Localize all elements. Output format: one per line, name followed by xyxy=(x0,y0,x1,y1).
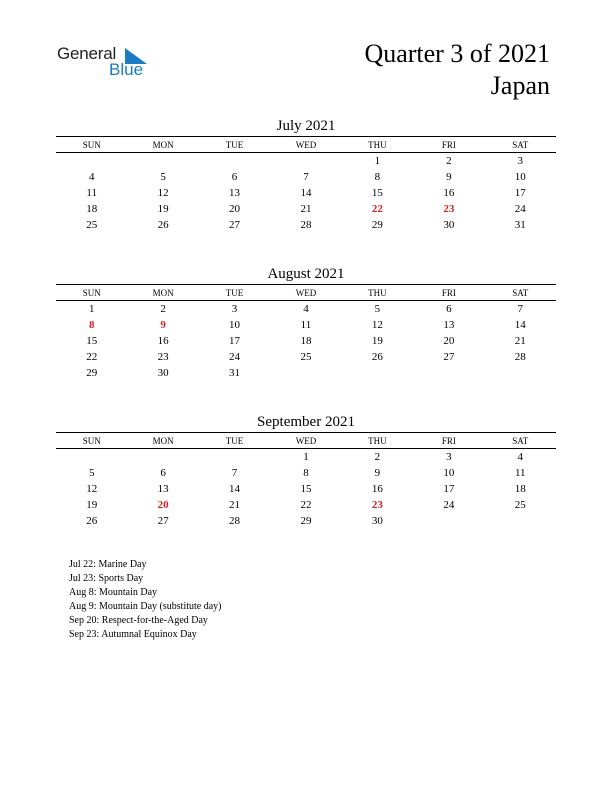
day-cell: 22 xyxy=(300,499,312,511)
holiday-note: Jul 23: Sports Day xyxy=(69,573,144,584)
day-cell: 12 xyxy=(157,187,169,199)
day-cell: 12 xyxy=(86,483,98,495)
holiday-notes xyxy=(69,558,221,642)
day-cell: 31 xyxy=(229,367,241,379)
day-cell: 24 xyxy=(229,351,241,363)
empty-day-cell xyxy=(485,365,556,381)
day-cell: 1 xyxy=(374,155,381,167)
day-cell: 3 xyxy=(446,451,452,463)
day-cell: 15 xyxy=(371,187,383,199)
day-cell: 10 xyxy=(514,171,526,183)
day-cell: 19 xyxy=(86,499,98,511)
weekday-header: SUN xyxy=(56,137,127,153)
empty-day-cell xyxy=(270,365,341,381)
empty-day-cell xyxy=(127,449,198,466)
day-cell: 13 xyxy=(157,483,169,495)
weekday-header: WED xyxy=(270,433,341,449)
day-cell: 8 xyxy=(88,319,95,331)
day-cell: 12 xyxy=(371,319,383,331)
weekday-header: FRI xyxy=(413,285,484,301)
day-cell: 4 xyxy=(88,171,95,183)
month-title: July 2021 xyxy=(276,118,336,134)
weekday-header: TUE xyxy=(199,285,270,301)
day-cell: 29 xyxy=(86,367,98,379)
day-cell: 17 xyxy=(514,187,526,199)
quarter-title: Quarter 3 of 2021 xyxy=(364,39,550,68)
day-cell: 7 xyxy=(231,467,238,479)
weekday-header: MON xyxy=(127,285,198,301)
day-cell: 16 xyxy=(157,335,169,347)
month-july xyxy=(56,116,556,233)
weekday-header: SAT xyxy=(485,285,556,301)
day-cell: 30 xyxy=(443,219,455,231)
day-cell: 3 xyxy=(231,303,238,315)
holiday-note: Jul 22: Marine Day xyxy=(69,559,147,570)
day-cell: 3 xyxy=(517,155,524,167)
week-row xyxy=(56,449,556,466)
empty-day-cell xyxy=(199,449,270,466)
day-cell: 16 xyxy=(443,187,455,199)
day-cell: 13 xyxy=(443,319,455,331)
day-cell: 22 xyxy=(86,351,98,363)
day-cell: 17 xyxy=(229,335,241,347)
logo-general-text: General xyxy=(57,44,117,63)
day-cell: 13 xyxy=(229,187,241,199)
day-cell: 19 xyxy=(157,203,169,215)
day-cell: 27 xyxy=(443,351,455,363)
day-cell: 11 xyxy=(86,187,97,199)
day-cell: 18 xyxy=(300,335,312,347)
weekday-header: MON xyxy=(127,137,198,153)
day-cell: 28 xyxy=(300,219,312,231)
day-cell: 23 xyxy=(157,351,169,363)
day-cell: 25 xyxy=(86,219,98,231)
holiday-note: Aug 9: Mountain Day (substitute day) xyxy=(69,601,222,612)
empty-day-cell xyxy=(270,153,341,170)
day-cell: 20 xyxy=(157,499,169,511)
week-row xyxy=(56,301,556,318)
day-cell: 8 xyxy=(303,467,309,479)
week-row xyxy=(56,185,556,201)
week-row xyxy=(56,481,556,497)
month-grid xyxy=(56,284,556,381)
day-cell: 24 xyxy=(443,499,455,511)
day-cell: 30 xyxy=(371,515,383,527)
day-cell: 27 xyxy=(157,515,169,527)
day-cell: 1 xyxy=(88,303,95,315)
month-title: September 2021 xyxy=(257,414,355,430)
day-cell: 20 xyxy=(229,203,241,215)
day-cell: 2 xyxy=(160,303,166,315)
empty-day-cell xyxy=(342,365,413,381)
day-cell: 11 xyxy=(514,467,526,479)
month-grid xyxy=(56,432,556,529)
day-cell: 29 xyxy=(300,515,312,527)
logo xyxy=(57,44,157,84)
day-cell: 5 xyxy=(374,303,381,315)
day-cell: 30 xyxy=(157,367,169,379)
day-cell: 14 xyxy=(300,187,312,199)
day-cell: 22 xyxy=(371,203,383,215)
country-title: Japan xyxy=(490,71,550,100)
logo-blue-text: Blue xyxy=(109,60,144,79)
day-cell: 5 xyxy=(160,171,166,183)
day-cell: 6 xyxy=(160,467,166,479)
day-cell: 18 xyxy=(514,483,526,495)
day-cell: 1 xyxy=(303,451,309,463)
day-cell: 4 xyxy=(517,451,524,463)
empty-day-cell xyxy=(413,365,484,381)
day-cell: 21 xyxy=(514,335,526,347)
month-grid xyxy=(56,136,556,233)
day-cell: 14 xyxy=(514,319,526,331)
week-row xyxy=(56,217,556,233)
day-cell: 7 xyxy=(517,303,524,315)
day-cell: 9 xyxy=(160,319,166,331)
day-cell: 28 xyxy=(514,351,526,363)
day-cell: 24 xyxy=(514,203,526,215)
day-cell: 26 xyxy=(157,219,169,231)
empty-day-cell xyxy=(56,449,127,466)
weekday-header: SAT xyxy=(485,433,556,449)
month-august xyxy=(56,264,556,381)
week-row xyxy=(56,333,556,349)
day-cell: 21 xyxy=(300,203,312,215)
day-cell: 15 xyxy=(300,483,312,495)
day-cell: 23 xyxy=(371,499,383,511)
month-title: August 2021 xyxy=(267,266,345,282)
weekday-header: SAT xyxy=(485,137,556,153)
day-cell: 17 xyxy=(443,483,455,495)
day-cell: 10 xyxy=(443,467,455,479)
weekday-header: FRI xyxy=(413,137,484,153)
day-cell: 19 xyxy=(371,335,383,347)
weekday-header: WED xyxy=(270,285,341,301)
empty-day-cell xyxy=(485,513,556,529)
day-cell: 26 xyxy=(86,515,98,527)
day-cell: 8 xyxy=(374,171,381,183)
weekday-header: TUE xyxy=(199,137,270,153)
day-cell: 2 xyxy=(446,155,452,167)
week-row xyxy=(56,153,556,170)
day-cell: 21 xyxy=(229,499,241,511)
day-cell: 28 xyxy=(229,515,241,527)
day-cell: 9 xyxy=(374,467,381,479)
day-cell: 25 xyxy=(514,499,526,511)
day-cell: 16 xyxy=(371,483,383,495)
weekday-header: WED xyxy=(270,137,341,153)
day-cell: 18 xyxy=(86,203,98,215)
holiday-note: Sep 20: Respect-for-the-Aged Day xyxy=(69,615,208,626)
weekday-header: SUN xyxy=(56,285,127,301)
day-cell: 20 xyxy=(443,335,455,347)
day-cell: 7 xyxy=(303,171,309,183)
day-cell: 6 xyxy=(446,303,452,315)
weekday-header: SUN xyxy=(56,433,127,449)
week-row xyxy=(56,169,556,185)
day-cell: 10 xyxy=(229,319,241,331)
weekday-header: FRI xyxy=(413,433,484,449)
week-row xyxy=(56,201,556,217)
day-cell: 14 xyxy=(229,483,241,495)
day-cell: 2 xyxy=(374,451,381,463)
holiday-note: Sep 23: Autumnal Equinox Day xyxy=(69,629,197,640)
week-row xyxy=(56,513,556,529)
month-september xyxy=(56,412,556,529)
day-cell: 9 xyxy=(446,171,452,183)
day-cell: 25 xyxy=(300,351,312,363)
weekday-header: THU xyxy=(342,433,413,449)
weekday-header: THU xyxy=(342,137,413,153)
week-row xyxy=(56,365,556,381)
week-row xyxy=(56,317,556,333)
day-cell: 27 xyxy=(229,219,241,231)
day-cell: 15 xyxy=(86,335,98,347)
day-cell: 31 xyxy=(514,219,526,231)
week-row xyxy=(56,465,556,481)
week-row xyxy=(56,497,556,513)
day-cell: 6 xyxy=(231,171,238,183)
weekday-header: THU xyxy=(342,285,413,301)
day-cell: 4 xyxy=(303,303,309,315)
page-title xyxy=(364,38,550,102)
day-cell: 11 xyxy=(300,319,312,331)
day-cell: 5 xyxy=(88,467,95,479)
week-row xyxy=(56,349,556,365)
empty-day-cell xyxy=(199,153,270,170)
empty-day-cell xyxy=(56,153,127,170)
empty-day-cell xyxy=(413,513,484,529)
weekday-header: MON xyxy=(127,433,198,449)
day-cell: 29 xyxy=(371,219,383,231)
empty-day-cell xyxy=(127,153,198,170)
day-cell: 23 xyxy=(443,203,455,215)
weekday-header: TUE xyxy=(199,433,270,449)
day-cell: 26 xyxy=(371,351,383,363)
holiday-note: Aug 8: Mountain Day xyxy=(69,587,158,598)
